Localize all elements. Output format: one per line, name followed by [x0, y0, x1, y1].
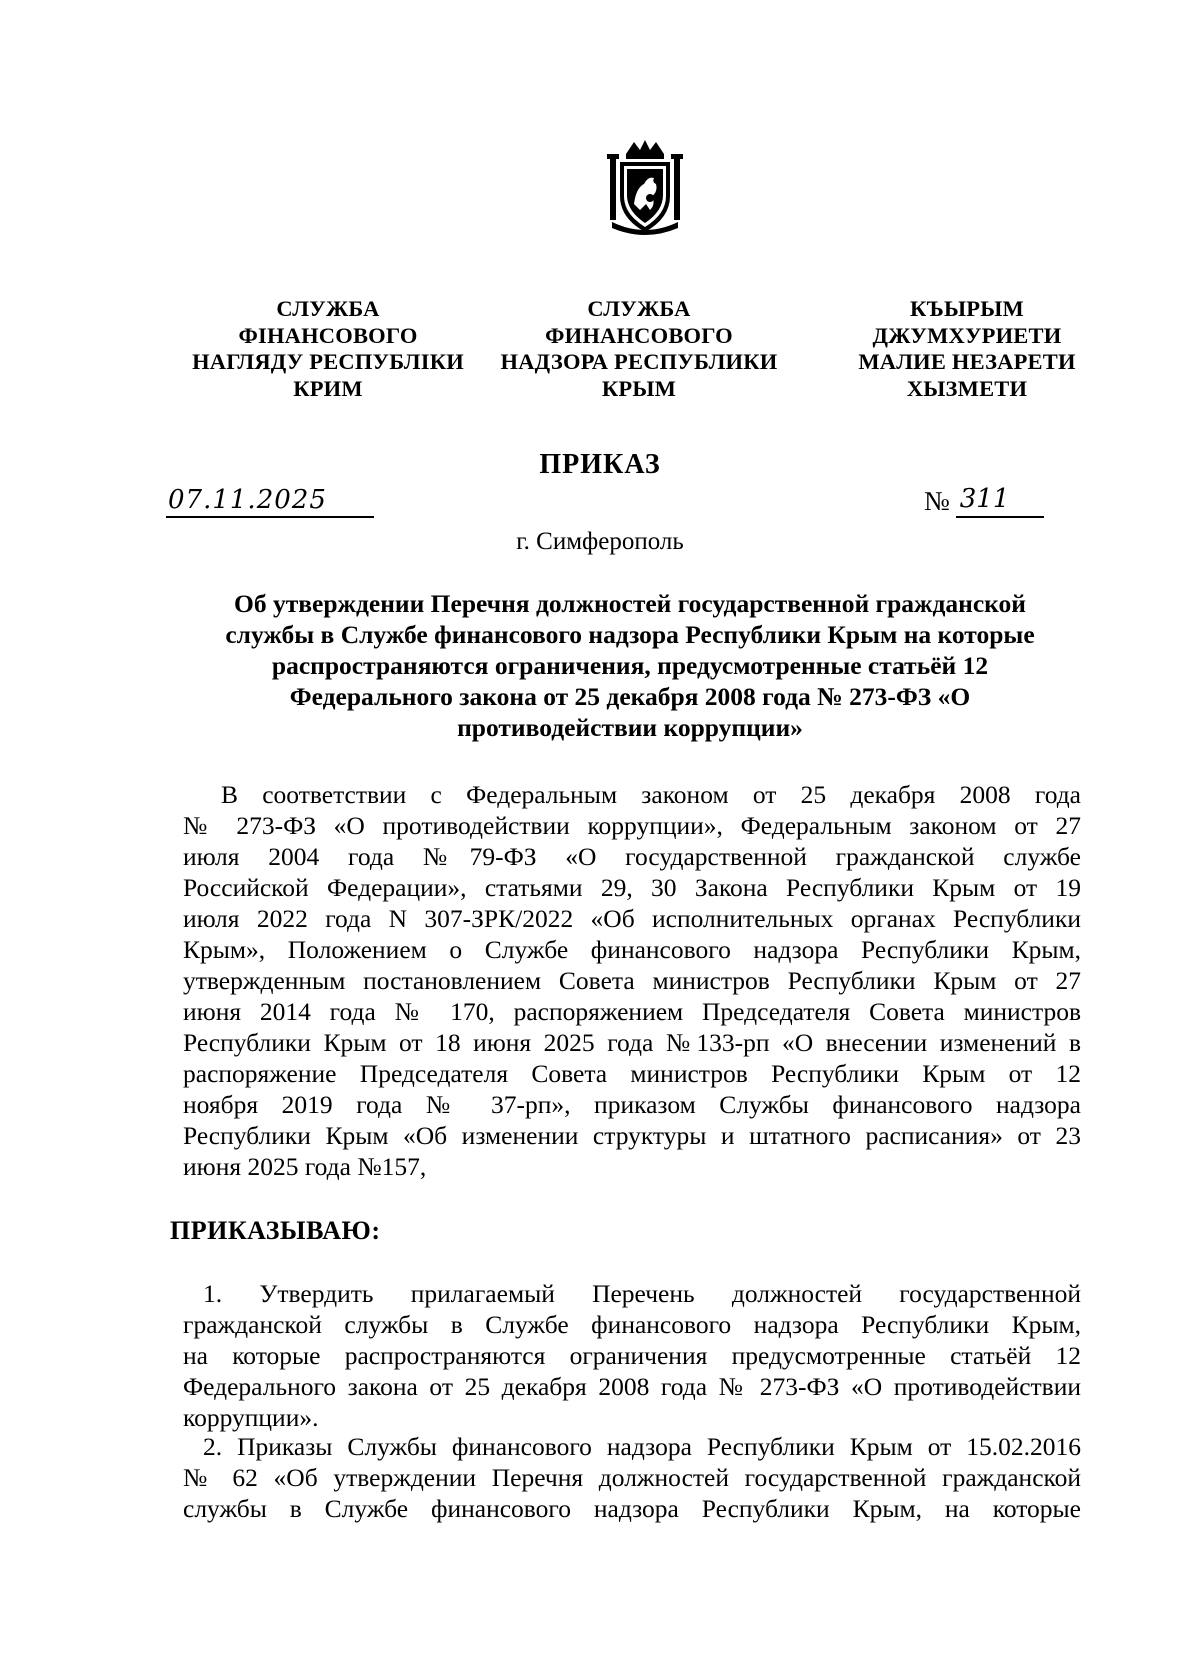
- number-value: 311: [956, 482, 1044, 518]
- title-line: противодействии коррупции»: [457, 713, 803, 742]
- text-line: коррупции».: [183, 1403, 319, 1432]
- order-date: 07.11.2025: [166, 484, 374, 518]
- order-title: [175, 588, 1085, 743]
- header-crimean-tatar: [842, 296, 1092, 402]
- order-item-2: [183, 1431, 1081, 1524]
- text-line: В соответствии с Федеральным законом от 25 декабря 2008 года: [221, 780, 1081, 809]
- order-item-1: [183, 1278, 1081, 1433]
- header-line: КЪЫРЫМ: [910, 296, 1024, 321]
- header-line: ДЖУМХУРИЕТИ: [872, 322, 1062, 348]
- number-sign: №: [924, 486, 950, 516]
- header-russian: [488, 296, 790, 402]
- header-line: ХЫЗМЕТИ: [906, 375, 1028, 401]
- text-line: Республики Крым от 18 июня 2025 года №133-рп «О внесении изменений в: [183, 1028, 1081, 1057]
- header-line: КРЫМ: [601, 375, 677, 401]
- text-line: № 62 «Об утверждении Перечня должностей государственной гражданской: [183, 1463, 1081, 1492]
- text-line: Федерального закона от 25 декабря 2008 года № 273-ФЗ «О противодействии: [183, 1372, 1081, 1401]
- text-line: 2. Приказы Службы финансового надзора Республики Крым от 15.02.2016: [203, 1432, 1081, 1461]
- text-line: июня 2025 года №157,: [183, 1152, 427, 1181]
- header-line: ФІНАНСОВОГО: [238, 322, 418, 348]
- text-line: ноября 2019 года № 37-рп», приказом Службы финансового надзора: [183, 1090, 1081, 1119]
- text-line: июля 2022 года N 307-ЗРК/2022 «Об исполнительных органах Республики: [183, 904, 1081, 933]
- text-line: утвержденным постановлением Совета министров Республики Крым от 27: [183, 966, 1081, 995]
- crimea-coat-of-arms-icon: [604, 138, 686, 238]
- text-line: службы в Службе финансового надзора Республики Крым, на которые: [183, 1494, 1081, 1523]
- order-directive: ПРИКАЗЫВАЮ:: [170, 1216, 381, 1245]
- header-line: НАДЗОРА РЕСПУБЛИКИ: [500, 349, 778, 374]
- text-line: Крым», Положением о Службе финансового надзора Республики Крым,: [183, 935, 1081, 964]
- header-line: СЛУЖБА: [276, 296, 380, 321]
- text-line: распоряжение Председателя Совета министров Республики Крым от 12: [183, 1059, 1081, 1088]
- text-line: 1. Утвердить прилагаемый Перечень должностей государственной: [203, 1279, 1081, 1308]
- header-line: ФИНАНСОВОГО: [545, 322, 733, 348]
- document-type-title: ПРИКАЗ: [539, 449, 661, 480]
- order-number: [924, 482, 1044, 516]
- title-line: службы в Службе финансового надзора Республики Крым на которые: [225, 620, 1035, 649]
- preamble-paragraph: [183, 779, 1081, 1182]
- text-line: июня 2014 года № 170, распоряжением Председателя Совета министров: [183, 997, 1081, 1026]
- header-line: СЛУЖБА: [587, 296, 691, 321]
- text-line: на которые распространяются ограничения предусмотренные статьёй 12: [183, 1341, 1081, 1370]
- city: г. Симферополь: [516, 528, 684, 555]
- text-line: июля 2004 года №79-ФЗ «О государственной гражданской службе: [183, 842, 1081, 871]
- header-line: НАГЛЯДУ РЕСПУБЛІКИ: [192, 349, 464, 374]
- title-line: Об утверждении Перечня должностей государственной гражданской: [234, 589, 1026, 618]
- text-line: Российской Федерации», статьями 29, 30 Закона Республики Крым от 19: [183, 873, 1081, 902]
- header-ukrainian: [178, 296, 478, 402]
- text-line: Республики Крым «Об изменении структуры и штатного расписания» от 23: [183, 1121, 1081, 1150]
- text-line: гражданской службы в Службе финансового надзора Республики Крым,: [183, 1310, 1081, 1339]
- header-line: МАЛИЕ НЕЗАРЕТИ: [858, 349, 1076, 374]
- title-line: распространяются ограничения, предусмотренные статьёй 12: [271, 651, 989, 680]
- text-line: № 273-ФЗ «О противодействии коррупции», Федеральным законом от 27: [183, 811, 1081, 840]
- title-line: Федерального закона от 25 декабря 2008 года № 273-ФЗ «О: [289, 682, 971, 711]
- header-line: КРИМ: [293, 375, 363, 401]
